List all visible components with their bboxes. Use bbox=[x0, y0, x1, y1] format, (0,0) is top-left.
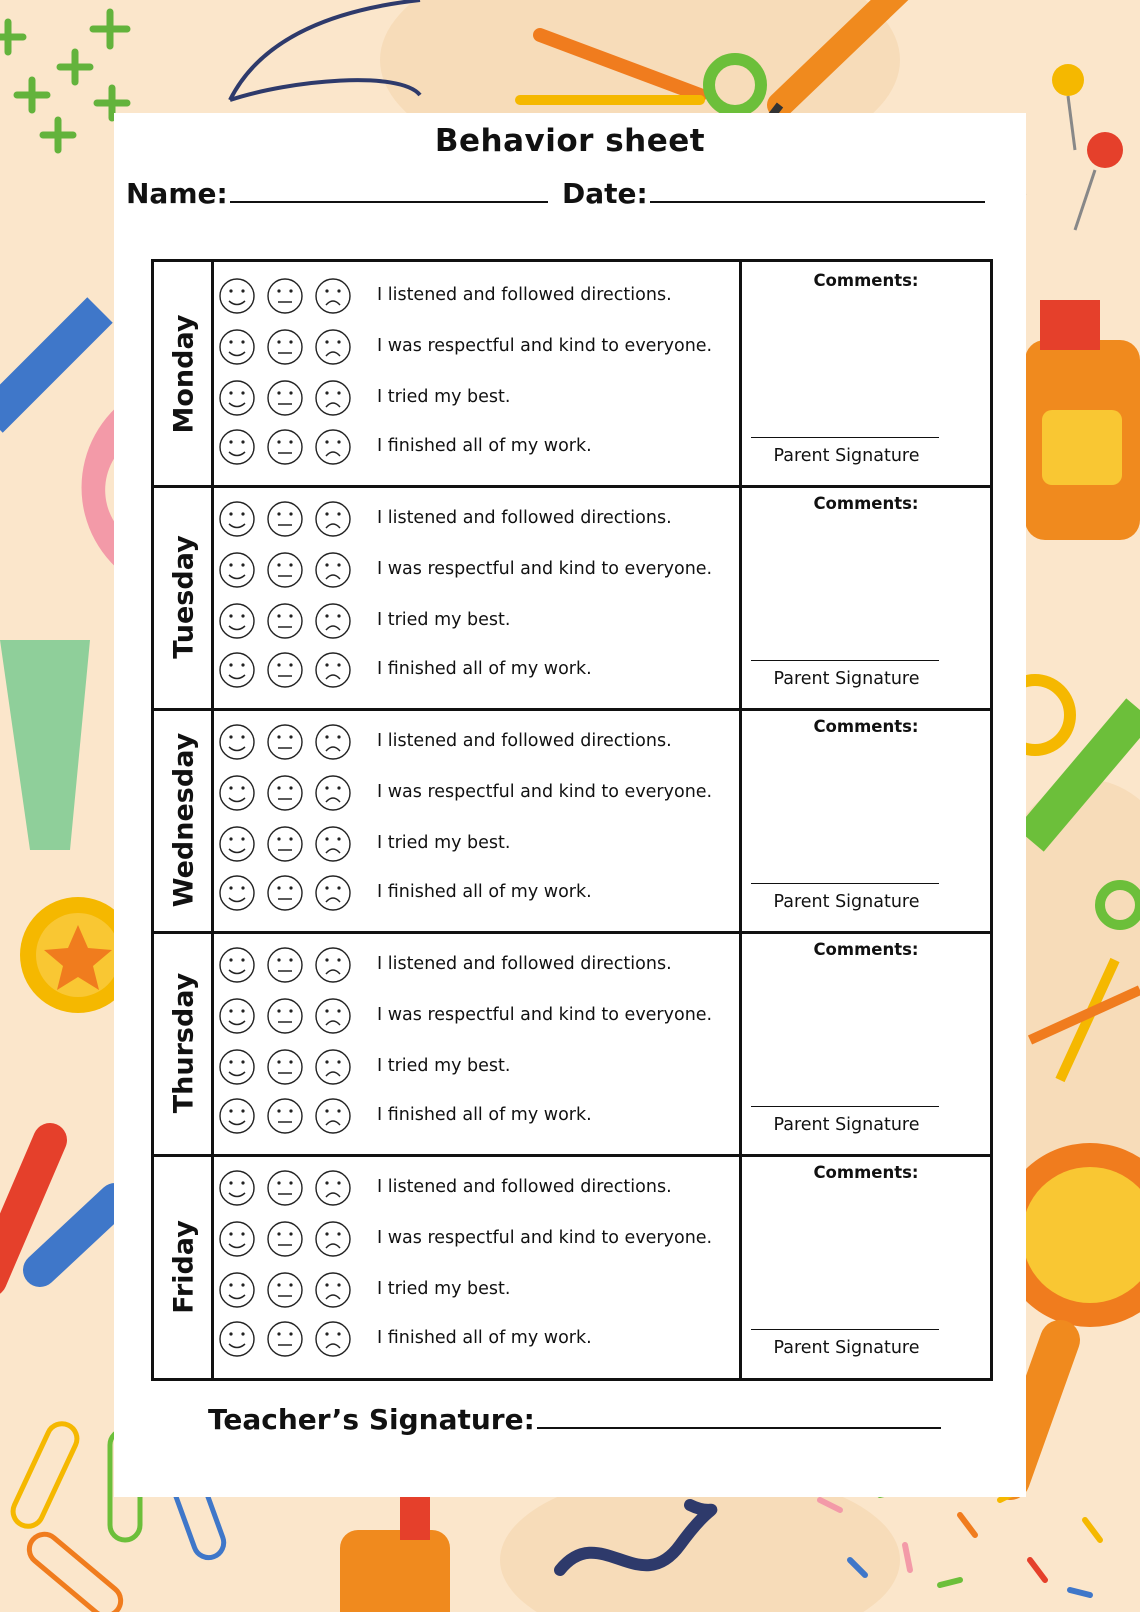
behavior-row bbox=[214, 768, 739, 818]
behavior-row bbox=[214, 1042, 739, 1092]
day-name: Wednesday bbox=[168, 732, 200, 907]
happy-face-icon[interactable] bbox=[218, 723, 256, 765]
behavior-row bbox=[214, 1214, 739, 1264]
sad-face-icon[interactable] bbox=[314, 277, 352, 319]
sad-face-icon[interactable] bbox=[314, 1169, 352, 1211]
happy-face-icon[interactable] bbox=[218, 1271, 256, 1313]
neutral-face-icon[interactable] bbox=[266, 1320, 304, 1362]
happy-face-icon[interactable] bbox=[218, 1097, 256, 1139]
behavior-rows bbox=[214, 1154, 739, 1380]
sad-face-icon[interactable] bbox=[314, 651, 352, 693]
neutral-face-icon[interactable] bbox=[266, 1220, 304, 1262]
behavior-row bbox=[214, 991, 739, 1041]
sad-face-icon[interactable] bbox=[314, 1048, 352, 1090]
crayons-decoration bbox=[0, 1140, 115, 1280]
happy-face-icon[interactable] bbox=[218, 825, 256, 867]
behavior-statement: I listened and followed directions. bbox=[377, 1177, 672, 1197]
behavior-row bbox=[214, 271, 739, 321]
neutral-face-icon[interactable] bbox=[266, 946, 304, 988]
happy-face-icon[interactable] bbox=[218, 379, 256, 421]
day-section-tuesday bbox=[154, 485, 990, 711]
behavior-statement: I was respectful and kind to everyone. bbox=[377, 782, 713, 802]
neutral-face-icon[interactable] bbox=[266, 723, 304, 765]
behavior-row bbox=[214, 596, 739, 646]
parent-signature-line[interactable] bbox=[751, 1106, 939, 1107]
behavior-row bbox=[214, 868, 739, 918]
sad-face-icon[interactable] bbox=[314, 1097, 352, 1139]
neutral-face-icon[interactable] bbox=[266, 277, 304, 319]
parent-signature-label: Parent Signature bbox=[773, 669, 920, 689]
parent-signature-label: Parent Signature bbox=[773, 446, 920, 466]
happy-face-icon[interactable] bbox=[218, 874, 256, 916]
neutral-face-icon[interactable] bbox=[266, 1271, 304, 1313]
behavior-row bbox=[214, 545, 739, 595]
comments-label: Comments: bbox=[813, 940, 919, 959]
sad-face-icon[interactable] bbox=[314, 328, 352, 370]
behavior-row bbox=[214, 940, 739, 990]
happy-face-icon[interactable] bbox=[218, 997, 256, 1039]
behavior-row bbox=[214, 819, 739, 869]
comments-box[interactable] bbox=[739, 708, 990, 931]
ruler-decoration bbox=[0, 310, 100, 420]
date-field[interactable] bbox=[562, 175, 985, 210]
neutral-face-icon[interactable] bbox=[266, 997, 304, 1039]
teacher-signature-line[interactable] bbox=[537, 1401, 941, 1429]
sad-face-icon[interactable] bbox=[314, 551, 352, 593]
sad-face-icon[interactable] bbox=[314, 1220, 352, 1262]
behavior-rows bbox=[214, 931, 739, 1154]
parent-signature-line[interactable] bbox=[751, 883, 939, 884]
day-label-cell bbox=[154, 708, 214, 931]
sad-face-icon[interactable] bbox=[314, 1271, 352, 1313]
sad-face-icon[interactable] bbox=[314, 500, 352, 542]
page-title: Behavior sheet bbox=[434, 123, 706, 159]
day-section-thursday bbox=[154, 931, 990, 1157]
neutral-face-icon[interactable] bbox=[266, 379, 304, 421]
teacher-signature-field[interactable] bbox=[208, 1401, 941, 1436]
day-label-cell bbox=[154, 931, 214, 1154]
teacher-signature-label: Teacher’s Signature: bbox=[208, 1403, 535, 1436]
behavior-statement: I was respectful and kind to everyone. bbox=[377, 1005, 713, 1025]
happy-face-icon[interactable] bbox=[218, 428, 256, 470]
parent-signature-label: Parent Signature bbox=[773, 1115, 920, 1135]
sad-face-icon[interactable] bbox=[314, 1320, 352, 1362]
neutral-face-icon[interactable] bbox=[266, 825, 304, 867]
comments-label: Comments: bbox=[813, 494, 919, 513]
behavior-row bbox=[214, 373, 739, 423]
sad-face-icon[interactable] bbox=[314, 428, 352, 470]
behavior-row bbox=[214, 494, 739, 544]
behavior-statement: I listened and followed directions. bbox=[377, 285, 672, 305]
neutral-face-icon[interactable] bbox=[266, 1048, 304, 1090]
behavior-row bbox=[214, 322, 739, 372]
happy-face-icon[interactable] bbox=[218, 946, 256, 988]
behavior-statement: I tried my best. bbox=[377, 387, 511, 407]
day-name: Tuesday bbox=[168, 534, 200, 659]
neutral-face-icon[interactable] bbox=[266, 874, 304, 916]
behavior-row bbox=[214, 717, 739, 767]
behavior-statement: I tried my best. bbox=[377, 833, 511, 853]
happy-face-icon[interactable] bbox=[218, 1220, 256, 1262]
behavior-statement: I tried my best. bbox=[377, 610, 511, 630]
happy-face-icon[interactable] bbox=[218, 328, 256, 370]
name-field[interactable] bbox=[126, 175, 548, 210]
sad-face-icon[interactable] bbox=[314, 946, 352, 988]
behavior-statement: I was respectful and kind to everyone. bbox=[377, 336, 713, 356]
happy-face-icon[interactable] bbox=[218, 500, 256, 542]
name-label: Name: bbox=[126, 177, 228, 210]
behavior-table bbox=[151, 259, 993, 1381]
happy-face-icon[interactable] bbox=[218, 1048, 256, 1090]
happy-face-icon[interactable] bbox=[218, 774, 256, 816]
glue-decoration bbox=[1025, 300, 1140, 540]
sad-face-icon[interactable] bbox=[314, 825, 352, 867]
neutral-face-icon[interactable] bbox=[266, 602, 304, 644]
sad-face-icon[interactable] bbox=[314, 997, 352, 1039]
behavior-row bbox=[214, 1163, 739, 1213]
glue-bottom-decoration bbox=[340, 1495, 450, 1612]
happy-face-icon[interactable] bbox=[218, 651, 256, 693]
parent-signature-line[interactable] bbox=[751, 437, 939, 438]
neutral-face-icon[interactable] bbox=[266, 651, 304, 693]
behavior-statement: I finished all of my work. bbox=[377, 882, 592, 902]
happy-face-icon[interactable] bbox=[218, 551, 256, 593]
neutral-face-icon[interactable] bbox=[266, 1097, 304, 1139]
neutral-face-icon[interactable] bbox=[266, 774, 304, 816]
comments-label: Comments: bbox=[813, 717, 919, 736]
comments-box[interactable] bbox=[739, 262, 990, 485]
day-label-cell bbox=[154, 1154, 214, 1380]
behavior-statement: I was respectful and kind to everyone. bbox=[377, 559, 713, 579]
parent-signature-line[interactable] bbox=[751, 1329, 939, 1330]
behavior-row bbox=[214, 422, 739, 472]
day-name: Friday bbox=[168, 1220, 200, 1314]
happy-face-icon[interactable] bbox=[218, 1320, 256, 1362]
comments-box[interactable] bbox=[739, 485, 990, 708]
behavior-statement: I listened and followed directions. bbox=[377, 731, 672, 751]
happy-face-icon[interactable] bbox=[218, 1169, 256, 1211]
behavior-statement: I finished all of my work. bbox=[377, 436, 592, 456]
behavior-row bbox=[214, 1091, 739, 1141]
sad-face-icon[interactable] bbox=[314, 379, 352, 421]
happy-face-icon[interactable] bbox=[218, 277, 256, 319]
behavior-rows bbox=[214, 485, 739, 708]
day-section-monday bbox=[154, 262, 990, 488]
day-label-cell bbox=[154, 262, 214, 485]
neutral-face-icon[interactable] bbox=[266, 551, 304, 593]
comments-label: Comments: bbox=[813, 271, 919, 290]
behavior-row bbox=[214, 645, 739, 695]
day-label-cell bbox=[154, 485, 214, 708]
behavior-row bbox=[214, 1314, 739, 1364]
day-name: Thursday bbox=[168, 972, 200, 1113]
comments-label: Comments: bbox=[813, 1163, 919, 1182]
behavior-statement: I listened and followed directions. bbox=[377, 508, 672, 528]
behavior-statement: I finished all of my work. bbox=[377, 659, 592, 679]
neutral-face-icon[interactable] bbox=[266, 328, 304, 370]
date-line[interactable] bbox=[650, 175, 985, 203]
sad-face-icon[interactable] bbox=[314, 602, 352, 644]
sad-face-icon[interactable] bbox=[314, 723, 352, 765]
behavior-sheet bbox=[114, 113, 1026, 1497]
behavior-rows bbox=[214, 262, 739, 485]
neutral-face-icon[interactable] bbox=[266, 1169, 304, 1211]
date-label: Date: bbox=[562, 177, 648, 210]
behavior-statement: I finished all of my work. bbox=[377, 1105, 592, 1125]
day-section-wednesday bbox=[154, 708, 990, 934]
behavior-statement: I tried my best. bbox=[377, 1279, 511, 1299]
comments-box[interactable] bbox=[739, 1154, 990, 1380]
day-section-friday bbox=[154, 1154, 990, 1380]
name-line[interactable] bbox=[230, 175, 548, 203]
plus-signs-decoration bbox=[0, 12, 127, 150]
sad-face-icon[interactable] bbox=[314, 874, 352, 916]
parent-signature-line[interactable] bbox=[751, 660, 939, 661]
behavior-statement: I finished all of my work. bbox=[377, 1328, 592, 1348]
behavior-statement: I was respectful and kind to everyone. bbox=[377, 1228, 713, 1248]
comments-box[interactable] bbox=[739, 931, 990, 1154]
behavior-statement: I listened and followed directions. bbox=[377, 954, 672, 974]
day-name: Monday bbox=[168, 314, 200, 433]
behavior-statement: I tried my best. bbox=[377, 1056, 511, 1076]
parent-signature-label: Parent Signature bbox=[773, 1338, 920, 1358]
behavior-row bbox=[214, 1265, 739, 1315]
sad-face-icon[interactable] bbox=[314, 774, 352, 816]
neutral-face-icon[interactable] bbox=[266, 500, 304, 542]
parent-signature-label: Parent Signature bbox=[773, 892, 920, 912]
happy-face-icon[interactable] bbox=[218, 602, 256, 644]
behavior-rows bbox=[214, 708, 739, 931]
neutral-face-icon[interactable] bbox=[266, 428, 304, 470]
